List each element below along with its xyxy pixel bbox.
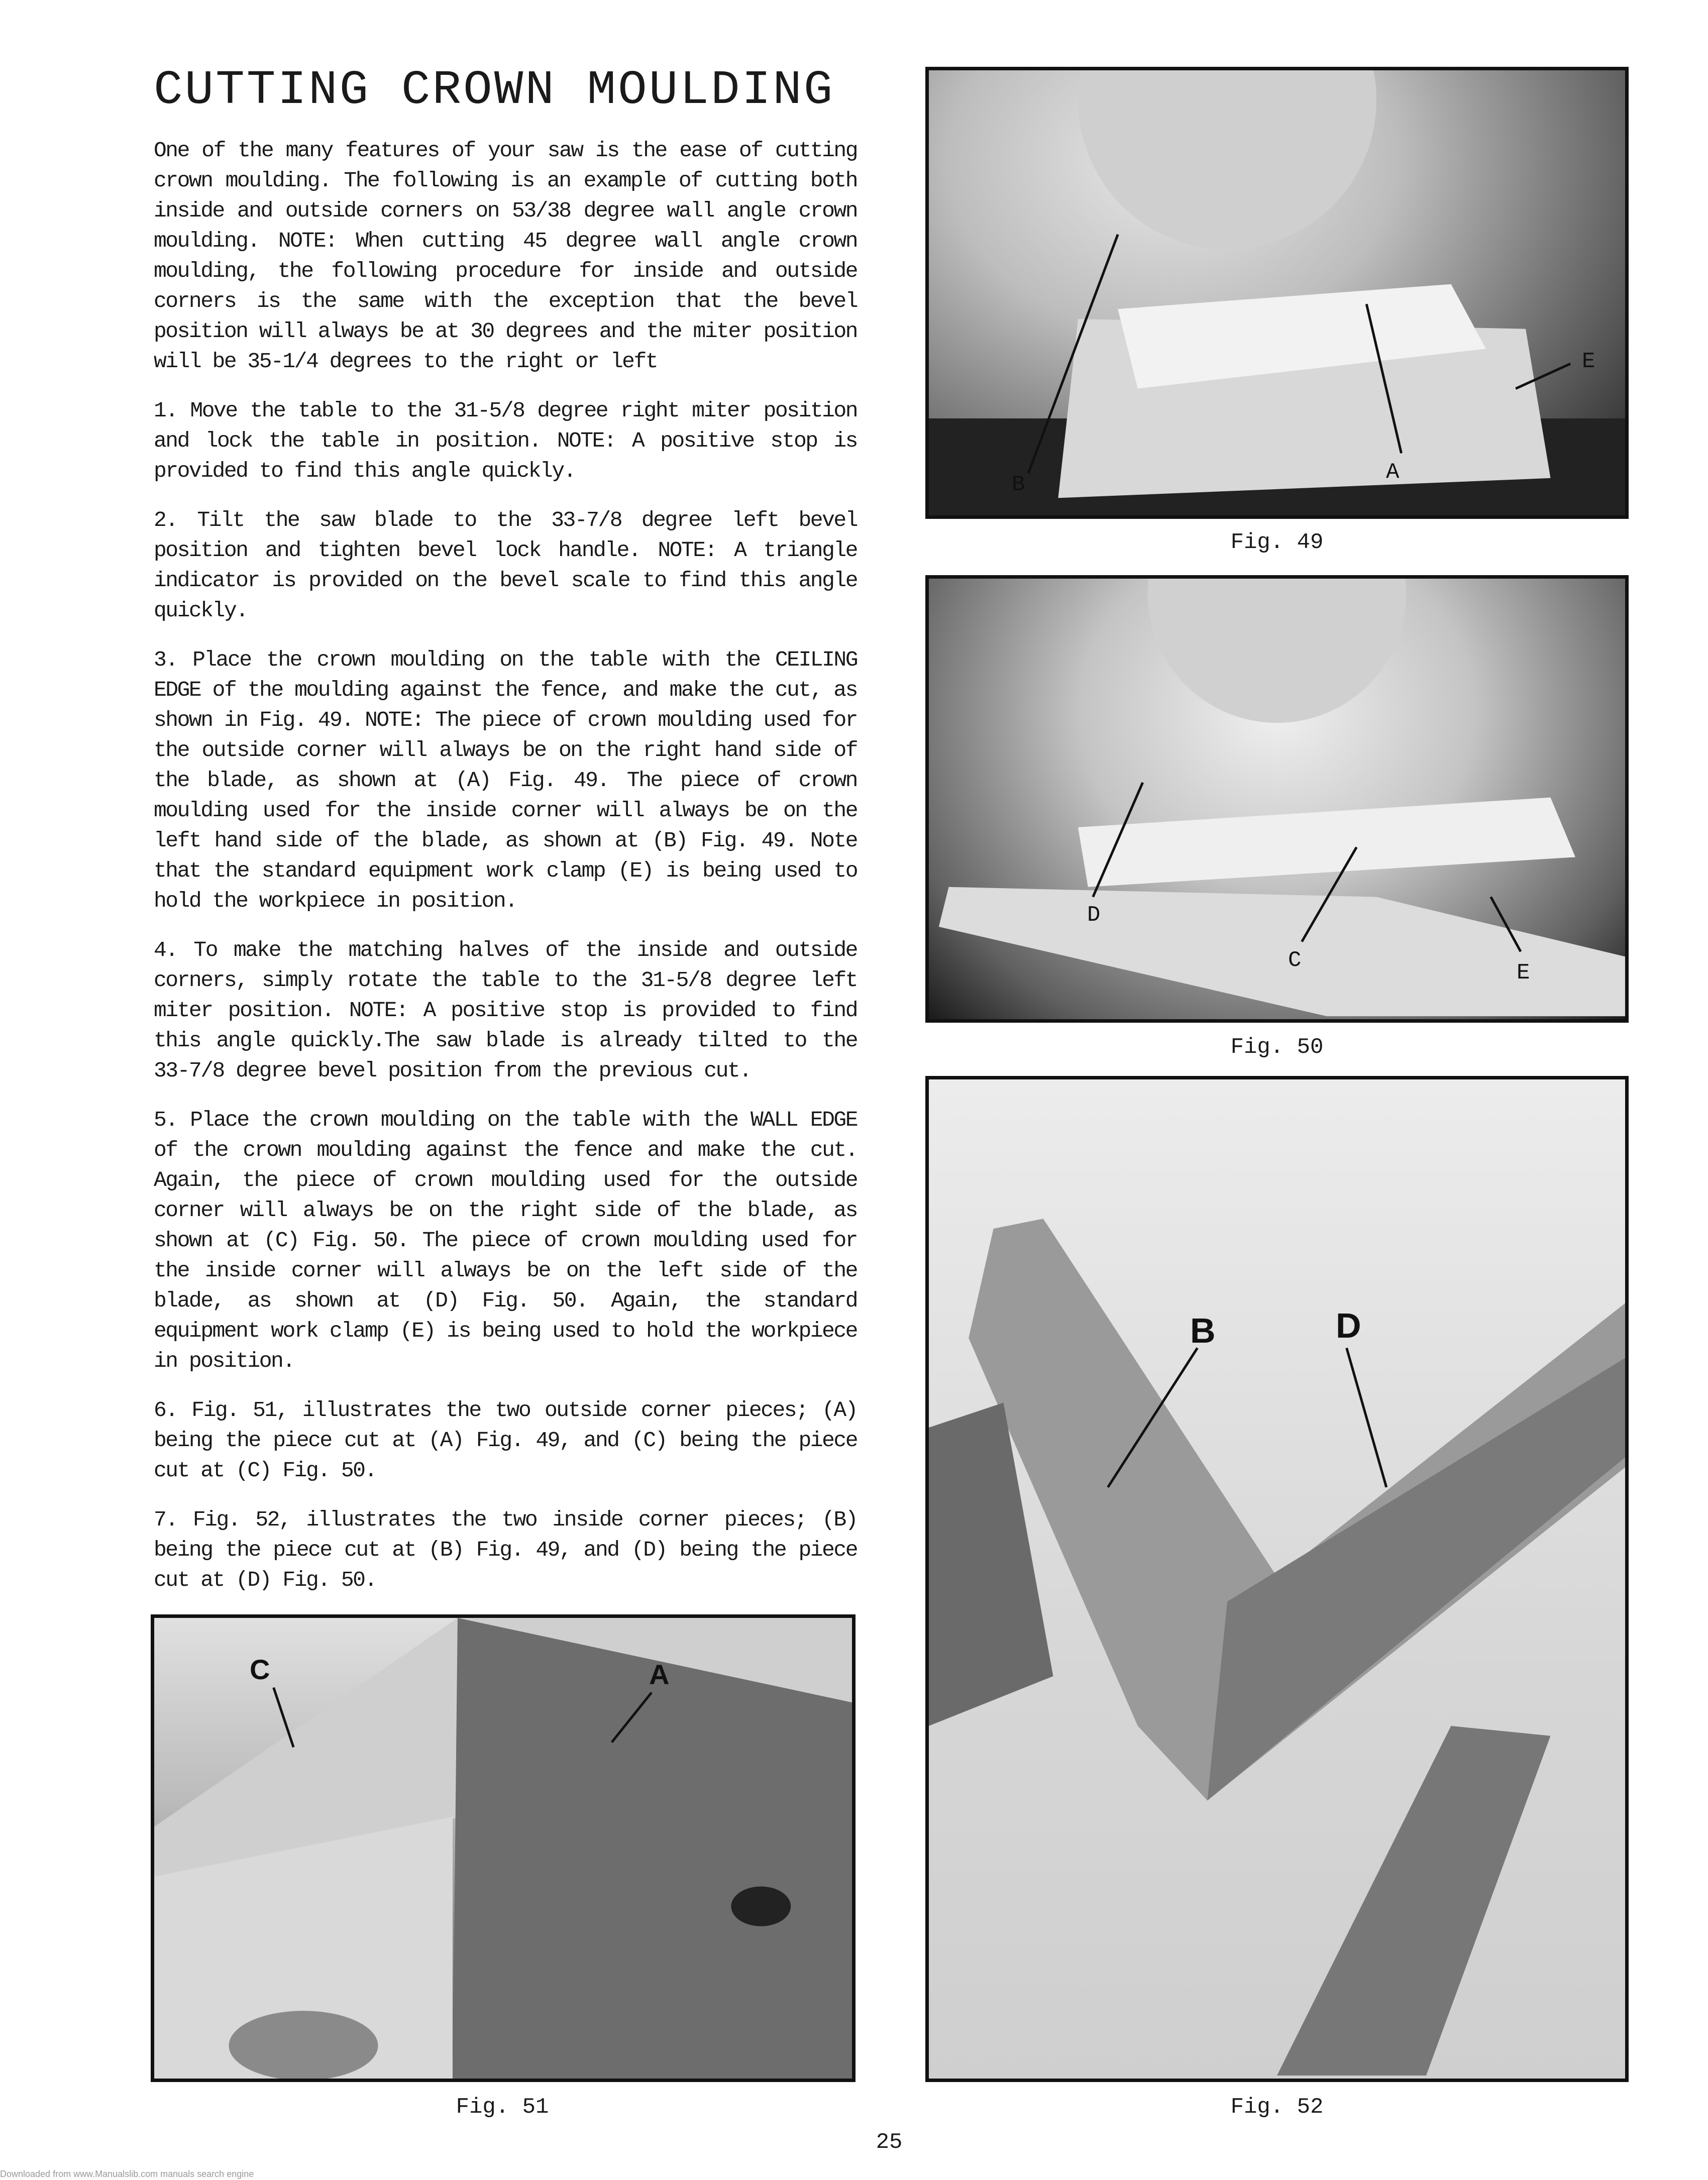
label-b: B [1190,1311,1216,1350]
figure-50-photo [925,575,1629,1023]
footer-text: Downloaded from www.Manualslib.com manuals search engine [0,2169,254,2179]
label-a: A [1386,460,1400,485]
moulding-illustration [154,1618,852,2081]
saw-illustration [929,70,1625,518]
step-3: 3. Place the crown moulding on the table with the CEILING EDGE of the moulding against the fence, and make the cut, as shown in Fig. 49. NOTE: The piece of crown moulding used for the outside corner will always be on the right hand side of the blade, as shown at (A) Fig. 49. The piece of crown moulding used for the inside corner will always be on the left hand side of the blade, as shown at (B) Fig. 49. Note that the standard equipment work clamp (E) is being used to hold the workpiece in position. [154,647,857,913]
label-c: C [250,1654,270,1685]
label-d: D [1336,1306,1361,1345]
step-6: 6. Fig. 51, illustrates the two outside corner pieces; (A) being the piece cut at (A) Fig. 49, and (C) being the piece cut at (C) Fig. 50. [154,1398,857,1483]
label-c: C [1288,948,1302,973]
figure-51-caption: Fig. 51 [456,2095,549,2120]
moulding-illustration [929,1079,1625,2076]
figure-52-photo [925,1076,1629,2082]
label-d: D [1087,903,1101,928]
step-7: 7. Fig. 52, illustrates the two inside corner pieces; (B) being the piece cut at (B) Fig. 49, and (D) being the piece cut at (D) Fig. 50. [154,1507,857,1592]
saw-illustration [929,579,1625,1022]
label-e: E [1517,960,1530,986]
figure-49-photo [925,67,1629,519]
intro-paragraph: One of the many features of your saw is the ease of cutting crown moulding. The following is an example of cutting both inside and outside corners on 53/38 degree wall angle crown moulding. NOTE: When cutting 45 degree wall angle crown moulding, the following procedure for inside and outside corners is the same with the exception that the bevel position will always be at 30 degrees and the miter position will be 35-1/4 degrees to the right or left [154,138,857,374]
label-a: A [649,1659,670,1690]
label-e: E [1582,349,1595,374]
step-2: 2. Tilt the saw blade to the 33-7/8 degree left bevel position and tighten bevel lock handle. NOTE: A triangle indicator is provided on the bevel scale to find this angle quickly. [154,508,857,623]
figure-49-caption: Fig. 49 [1230,530,1324,555]
page-title: CUTTING CROWN MOULDING [154,63,835,118]
figure-50-caption: Fig. 50 [1230,1035,1324,1060]
step-1: 1. Move the table to the 31-5/8 degree right miter position and lock the table in position. NOTE: A positive stop is provided to find this angle quickly. [154,398,857,483]
step-4: 4. To make the matching halves of the inside and outside corners, simply rotate the table to the 31-5/8 degree left miter position. NOTE: A positive stop is provided to find this angle quickly.The saw blade is already tilted to the 33-7/8 degree bevel position from the previous cut. [154,938,857,1083]
label-b: B [1012,472,1025,497]
figure-51-photo [151,1614,856,2082]
instructions-column [154,136,857,1614]
figure-52-caption: Fig. 52 [1230,2095,1324,2120]
page-number: 25 [876,2130,903,2155]
step-5: 5. Place the crown moulding on the table with the WALL EDGE of the crown moulding against the fence and make the cut. Again, the piece of crown moulding used for the outside corner will always be on the right side of the blade, as shown at (C) Fig. 50. The piece of crown moulding used for the inside corner will always be on the left side of the blade, as shown at (D) Fig. 50. Again, the standard equipment work clamp (E) is being used to hold the workpiece in position. [154,1108,857,1373]
